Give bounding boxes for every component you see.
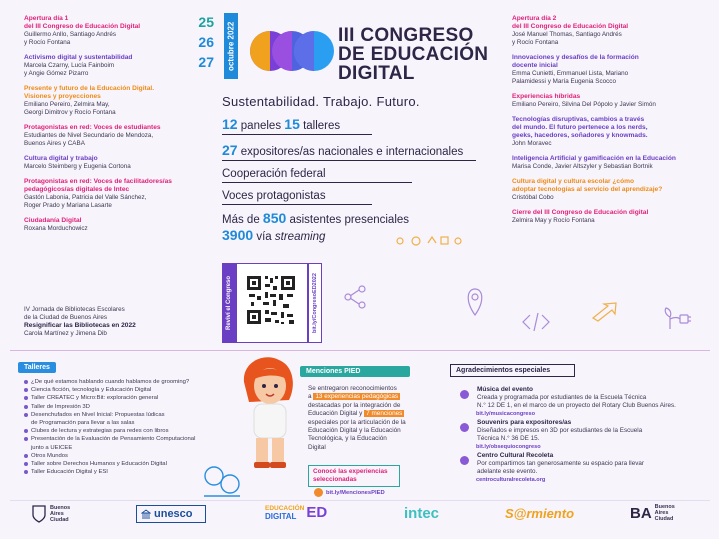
session-speakers: Marcela Czarny, Lucía Fainboim y Angie Gómez Pizarro: [24, 62, 115, 77]
taller-text: Taller sobre Derechos Humanos y Educación Digital: [31, 461, 167, 468]
taller-text: ¿De qué estamos hablando cuando hablamos de grooming?: [31, 379, 190, 385]
menciones-p3: destacadas por la integración de: [308, 401, 401, 409]
esp-t2: Souvenirs para expositores/as: [477, 419, 572, 426]
doodle-icon: [200, 462, 246, 502]
menciones-link-text: bit.ly/MencionesPIED: [326, 490, 385, 497]
decorative-icons: [340, 225, 520, 345]
menciones-p4a: Educación Digital y: [308, 410, 363, 418]
session-title: Apertura día 2 del III Congreso de Educación Digital: [512, 15, 629, 30]
taller-text: Presentación de la Evaluación de Pensamiento Computacional junto a UEICEE: [31, 436, 196, 451]
taller-item: [24, 403, 234, 411]
qr-code[interactable]: [236, 263, 308, 343]
bullet-icon: [24, 413, 28, 417]
menciones-p1: Se entregaron reconocimientos: [308, 385, 397, 392]
session-speakers: Marisa Conde, Javier Altszyler y Sebastian Bortnik: [512, 163, 653, 170]
menciones-p6: Educación Digital y la Educación: [308, 427, 401, 435]
left-sessions: [24, 15, 209, 240]
session-speakers: Zelmira May y Rocío Fontana: [512, 217, 595, 224]
esp-t3: Centro Cultural Recoleta: [477, 452, 554, 459]
title-line2: DE EDUCACIÓN: [338, 44, 489, 65]
stat-expositores: [222, 142, 476, 161]
esp-l2[interactable]: bit.ly/obsequiocongreso: [476, 444, 541, 450]
ba-text-right: Buenos Aires Ciudad: [654, 504, 675, 522]
session-title: Cultura digital y cultura escolar ¿cómo adoptar tecnologías al servicio del aprendizaje?: [512, 178, 663, 193]
bullet-icon: [24, 470, 28, 474]
session-speakers: John Moravec: [512, 140, 552, 147]
right-sessions-item: [512, 209, 712, 225]
taller-text: Desenchufados en Nivel Inicial: Propuestas lúdicas de Programación para llevar a las salas: [31, 411, 165, 427]
session-speakers: Emiliano Pereiro, Zelmira May, Georgi Dimitrov y Rocío Fontana: [24, 101, 116, 116]
bullet-icon: [24, 462, 28, 466]
esp-b3: Por compartirnos tan generosamente su espacio para llevar adelante este evento.: [477, 460, 644, 475]
menciones-cta[interactable]: [308, 465, 400, 487]
talleres-label: Talleres: [18, 362, 56, 373]
menciones-p4b: 7 menciones: [366, 410, 403, 418]
menciones-label: Menciones PIED: [300, 366, 410, 377]
ba-shield-icon: [32, 505, 46, 523]
session-title: Cultura digital y trabajo: [24, 155, 98, 162]
taller-item: [24, 386, 234, 394]
bullet-icon: [24, 396, 28, 400]
ed-mark: ED: [306, 504, 328, 521]
bullet-icon: [24, 454, 28, 458]
session-speakers: Roxana Morduchowicz: [24, 225, 88, 232]
stat-talleres-num: 15: [284, 116, 300, 132]
session-speakers: Marcelo Steimberg y Eugenia Cortona: [24, 163, 131, 170]
session-speakers: Estudiantes de Nivel Secundario de Mendoza, Buenos Aires y CABA: [24, 132, 154, 147]
taller-item: [24, 435, 234, 451]
taller-item: [24, 452, 234, 460]
bullet-icon: [24, 388, 28, 392]
tagline: Sustentabilidad. Trabajo. Futuro.: [222, 94, 420, 109]
left-sessions-item: [24, 85, 209, 117]
ba-mark: BA: [630, 504, 652, 522]
taller-text: Ciencia ficción, tecnología y Educación Digital: [31, 387, 152, 394]
logo-ba-ciudad-left: [32, 505, 70, 523]
menciones-link[interactable]: [314, 488, 385, 497]
code-icon: [520, 305, 590, 335]
left-sessions-item: [24, 217, 209, 233]
date-26: 26: [198, 34, 214, 50]
music-icon: [460, 390, 469, 399]
ba-text-left: Buenos Aires Ciudad: [50, 505, 71, 523]
bib-line4: Carola Martínez y Jimena Dib: [24, 330, 107, 337]
right-sessions-item: [512, 155, 712, 171]
stat-asistentes-pre: Más de: [222, 214, 260, 226]
menciones-p2: [308, 393, 443, 401]
session-title: Cierre del III Congreso de Educación digital: [512, 209, 649, 216]
small-icons-row: [397, 237, 461, 245]
stat-paneles-num: 12: [222, 116, 238, 132]
right-sessions-item: [512, 178, 712, 202]
session-speakers: José Manuel Thomas, Santiago Andrés y Rocío Fontana: [512, 31, 622, 46]
qr-link[interactable]: bit.ly/CongresoED2022: [308, 263, 322, 343]
stat-streaming-num: 3900: [222, 227, 254, 243]
congress-logo-icon: [248, 22, 338, 80]
stat-paneles: [222, 116, 372, 135]
session-speakers: Cristóbal Cobo: [512, 194, 554, 201]
dates: [192, 12, 214, 72]
session-title: Apertura día 1 del III Congreso de Educación Digital: [24, 15, 141, 30]
menciones-p7: Tecnológica, y la Educación: [308, 435, 387, 443]
stat-expositores-num: 27: [222, 142, 238, 158]
stats: [222, 116, 478, 243]
left-sessions-item: [24, 54, 209, 78]
left-sessions-item: [24, 155, 209, 171]
share-icon: [345, 286, 365, 308]
bullet-icon: [24, 437, 28, 441]
logo-sarmiento: S@rmiento: [505, 506, 575, 521]
menciones-p4: [308, 410, 443, 418]
session-title: Innovaciones y desafíos de la formación docente inicial: [512, 54, 639, 69]
link-icon: [314, 488, 323, 497]
session-title: Tecnologías disruptivas, cambios a través del mundo. El futuro pertenece a los nerds, geeks, hacedores, soñadores y knowmads.: [512, 116, 648, 139]
qr-code-icon: [237, 264, 305, 340]
title-line3: DIGITAL: [338, 63, 415, 84]
plant-plug-icon: [660, 305, 692, 331]
taller-item: [24, 411, 234, 427]
bib-line2: de la Ciudad de Buenos Aires: [24, 314, 107, 321]
month-label: octubre 2022: [224, 13, 238, 79]
session-title: Inteligencia Artificial y gamificación en la Educación: [512, 155, 676, 162]
logos-divider: [10, 500, 710, 501]
esp-souvenirs: [460, 419, 705, 443]
esp-b1: Creada y programada por estudiantes de la Escuela Técnica N.° 12 DE 1, en el marco de un proyecto del Rotary Club Buenos Aires.: [477, 394, 676, 409]
gift-icon: [460, 423, 469, 432]
stat-asistentes-num: 850: [262, 210, 287, 226]
taller-text: Clubes de lectura y estrategias para redes con libros: [31, 428, 169, 435]
taller-item: [24, 394, 234, 402]
right-sessions-item: [512, 116, 712, 148]
esp-t1: Música del evento: [477, 386, 533, 393]
session-title: Activismo digital y sustentabilidad: [24, 54, 133, 61]
stat-expositores-text: expositores/as nacionales e internacionales: [240, 146, 464, 158]
left-sessions-item: [24, 178, 209, 210]
unesco-temple-icon: [141, 509, 151, 519]
right-sessions-item: [512, 15, 712, 47]
right-sessions-item: [512, 54, 712, 86]
session-title: Protagonistas en red: Voces de facilitadores/as pedagógicos/as digitales de Intec: [24, 178, 172, 193]
stat-paneles-text: paneles: [240, 120, 282, 132]
stat-asistentes-text: asistentes presenciales: [289, 214, 410, 226]
especiales-block: [460, 386, 705, 484]
right-sessions-item: [512, 93, 712, 109]
session-speakers: Guillermo Anllo, Santiago Andrés y Rocío Fontana: [24, 31, 117, 46]
taller-text: Otros Mundos: [31, 452, 68, 459]
menciones-p2b: 13 experiencias pedagógicas: [315, 393, 399, 401]
logo-intec: intec: [404, 505, 440, 522]
stat-streaming-text: streaming: [274, 231, 326, 243]
stat-talleres-text: talleres: [303, 120, 341, 132]
character-illustration-icon: [234, 352, 304, 472]
bullet-icon: [24, 429, 28, 433]
bibliotecas-block: [24, 306, 209, 338]
menciones-cta1: Conocé las experiencias: [313, 468, 388, 475]
esp-recoleta: [460, 452, 705, 476]
menciones-p2a: a: [308, 393, 312, 401]
esp-b2: Diseñados e impresos en 3D por estudiantes de la Escuela Técnica N.° 36 DE 15.: [477, 427, 643, 442]
esp-l1[interactable]: bit.ly/musicacongreso: [476, 411, 536, 417]
left-sessions-item: [24, 15, 209, 47]
taller-text: Taller CREATEC y Micro:Bit: exploración general: [31, 395, 159, 402]
arrow-icon: [590, 300, 620, 324]
especiales-label: Agradecimientos especiales: [450, 364, 575, 377]
right-sessions: [512, 15, 712, 232]
unesco-text: unesco: [154, 508, 193, 520]
logo-educacion-digital: [265, 504, 327, 521]
stat-streaming-pre: vía: [256, 231, 272, 243]
map-pin-icon: [468, 289, 482, 315]
logo-ba-ciudad-right: [630, 504, 675, 522]
menciones-p5: especiales por la articulación de la: [308, 418, 406, 426]
taller-text: Taller Educación Digital y ESI: [31, 469, 108, 476]
left-sessions-item: [24, 124, 209, 148]
ed-line2: DIGITAL: [265, 511, 297, 521]
taller-text: Taller de Impresión 3D: [31, 403, 90, 410]
stat-cooperacion: Cooperación federal: [222, 168, 412, 183]
stat-asistentes: [222, 210, 478, 226]
session-title: Experiencias híbridas: [512, 93, 581, 100]
esp-l3[interactable]: centroculturalrecoleta.org: [476, 477, 546, 483]
building-icon: [460, 456, 469, 465]
ed-line1: EDUCACIÓN: [265, 504, 305, 512]
date-25: 25: [198, 14, 214, 30]
session-speakers: Gastón Labonia, Patricia del Valle Sánchez, Roger Prado y Mariana Lasarte: [24, 194, 147, 209]
stat-voces: Voces protagonistas: [222, 190, 372, 205]
taller-item: [24, 427, 234, 435]
title-line1: III CONGRESO: [338, 25, 474, 46]
taller-item: [24, 378, 234, 386]
menciones-text: [308, 385, 443, 452]
session-title: Protagonistas en red: Voces de estudiantes: [24, 124, 161, 131]
bullet-icon: [24, 380, 28, 384]
congress-title: [338, 26, 488, 83]
esp-musica: [460, 386, 705, 410]
bib-line3: Resignificar las Bibliotecas en 2022: [24, 322, 136, 329]
bib-line1: IV Jornada de Bibliotecas Escolares: [24, 306, 125, 313]
session-title: Ciudadanía Digital: [24, 217, 82, 224]
menciones-p8: Digital: [308, 443, 326, 451]
qr-side-label: Reviví el Congreso: [222, 263, 236, 343]
divider: [10, 350, 710, 351]
date-27: 27: [198, 54, 214, 70]
logo-unesco: [136, 505, 206, 523]
session-speakers: Emma Cunietti, Emmanuel Lista, Mariano Palamidessi y María Eugenia Scocco: [512, 70, 629, 85]
session-title: Presente y futuro de la Educación Digital. Visiones y proyecciones: [24, 85, 155, 100]
bullet-icon: [24, 405, 28, 409]
session-speakers: Emiliano Pereiro, Silvina Del Pópolo y Javier Simón: [512, 101, 656, 108]
menciones-cta2: seleccionadas: [313, 476, 357, 483]
